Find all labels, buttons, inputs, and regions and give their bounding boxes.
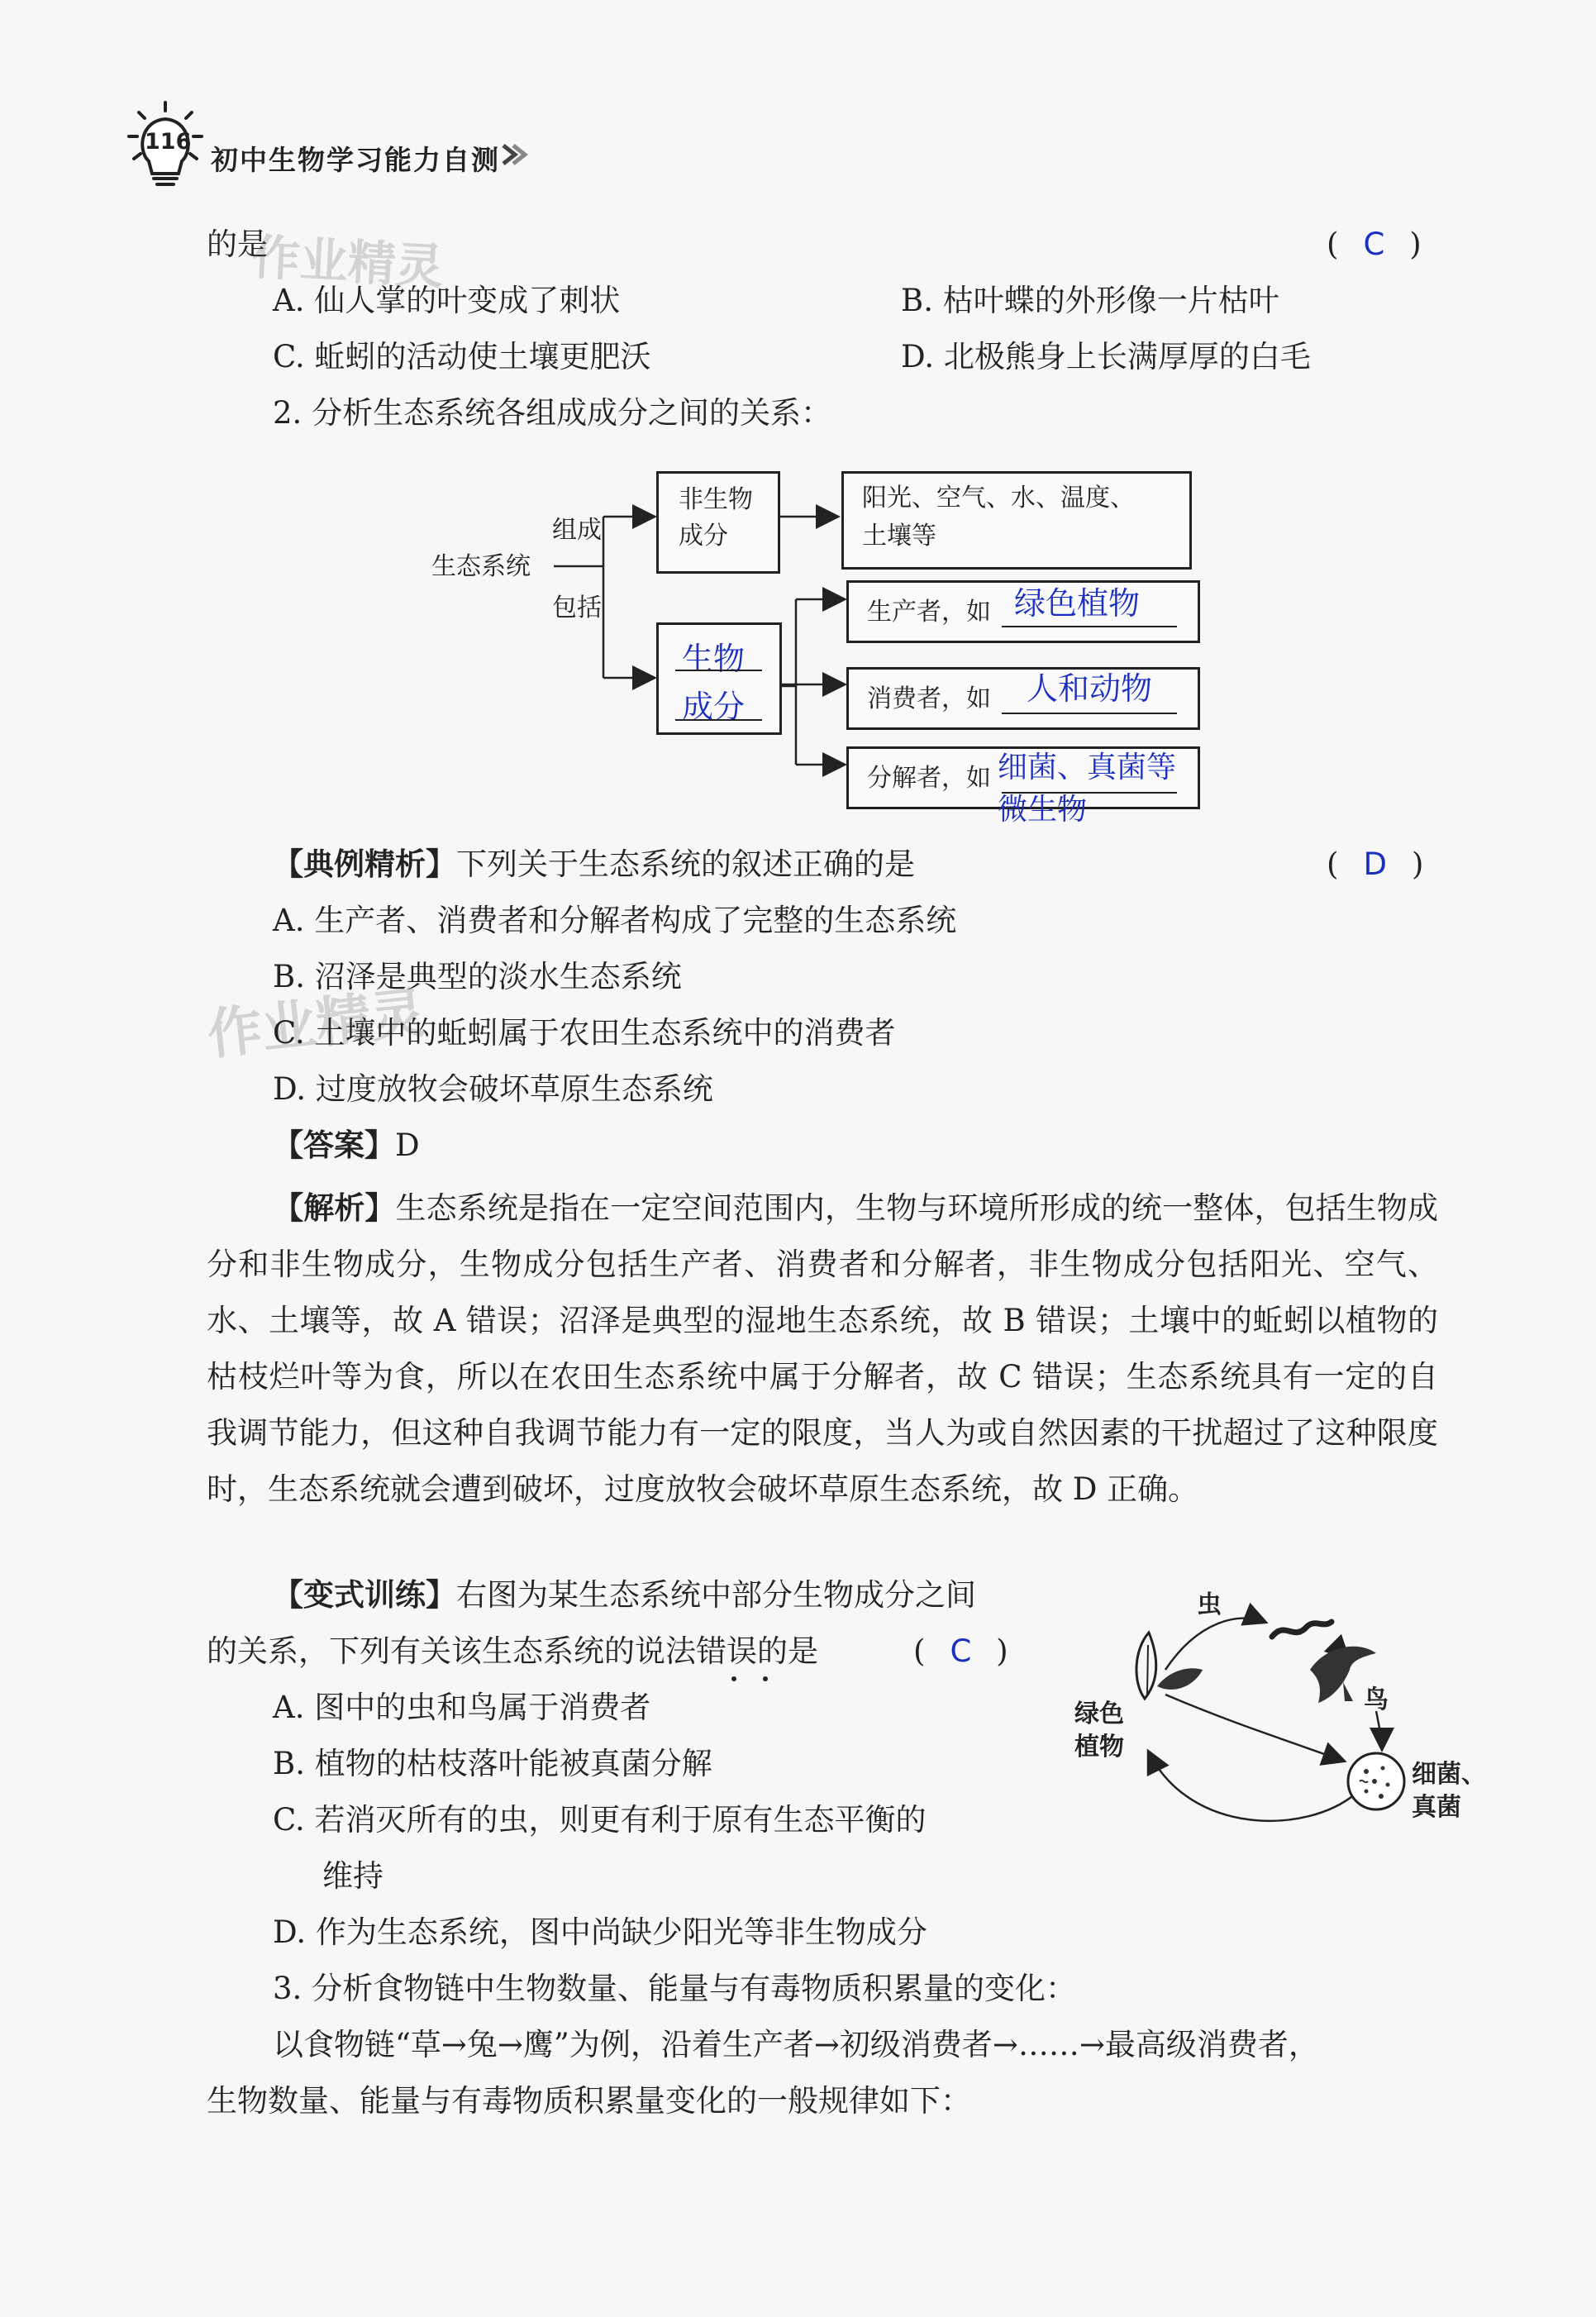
biotic-box <box>656 622 782 735</box>
example-option-b: B. 沼泽是典型的淡水生态系统 <box>273 959 682 994</box>
example-answer-line: 【答案】D <box>273 1128 420 1163</box>
plant-label-2: 植物 <box>1074 1733 1124 1762</box>
biotic-line2: 成分 <box>682 689 746 725</box>
variant-option-b: B. 植物的枯枝落叶能被真菌分解 <box>273 1746 712 1781</box>
variant-tag: 【变式训练】 <box>273 1577 456 1613</box>
section-3-title: 3. 分析食物链中生物数量、能量与有毒物质积累量的变化： <box>273 1971 1077 2006</box>
diagram-label-compose: 组成 <box>552 516 602 545</box>
example-option-a: A. 生产者、消费者和分解者构成了完整的生态系统 <box>273 903 957 938</box>
example-option-c: C. 土壤中的蚯蚓属于农田生态系统中的消费者 <box>273 1015 896 1051</box>
diagram-label-include: 包括 <box>552 594 602 622</box>
ecosystem-diagram <box>413 455 1322 827</box>
variant-answer-bracket: ( C ) <box>913 1633 1008 1669</box>
consumer-box: 消费者，如 人和动物 <box>846 667 1200 730</box>
q1-answer-bracket: ( C ) <box>1327 226 1422 262</box>
section-3-para-2: 生物数量、能量与有毒物质积累量变化的一般规律如下： <box>207 2083 971 2119</box>
header <box>124 99 554 190</box>
microbe-icon <box>1343 1748 1409 1814</box>
variant-option-a: A. 图中的虫和鸟属于消费者 <box>273 1690 651 1725</box>
arrow-right-icon <box>500 142 530 167</box>
emphasis-dots <box>731 1676 781 1683</box>
abiotic-box: 非生物 成分 <box>656 471 780 574</box>
q1-option-a: A. 仙人掌的叶变成了刺状 <box>273 283 621 318</box>
q1-option-d: D. 北极熊身上长满厚厚的白毛 <box>901 339 1311 374</box>
example-option-d: D. 过度放牧会破坏草原生态系统 <box>273 1071 713 1107</box>
decomposer-box: 分解者，如 细菌、真菌等微生物 <box>846 746 1200 809</box>
variant-option-c1: C. 若消灭所有的虫，则更有利于原有生态平衡的 <box>273 1802 927 1838</box>
diagram-root: 生态系统 <box>431 552 531 581</box>
plant-label-1: 绿色 <box>1074 1700 1124 1728</box>
ecosystem-figure <box>1058 1587 1488 1843</box>
watermark-2: 作业精灵 <box>204 980 428 1067</box>
example-analysis: 【解析】生态系统是指在一定空间范围内，生物与环境所形成的统一整体，包括生物成分和非生物成分，生物成分包括生产者、消费者和分解者，非生物成分包括阳光、空气、水、土壤等，故 A 错误；沼泽是典型的湿地生态系统，故 B 错误；土壤中的蚯蚓以植物的枯枝烂叶等为食，所以在农田生态系统中属于分解者，故 C 错误；生态系统具有一定的自我调节能力，但这种自我调节能力有一定的限度，当人为或自然因素的干扰超过了这种限度时，生态系统就会遭到破坏，过度放牧会破坏草原生态系统，故 D 正确。 <box>207 1190 1439 1507</box>
variant-line2: 的关系，下列有关该生态系统的说法错误的是 <box>207 1633 818 1669</box>
q1-answer: C <box>1363 226 1385 262</box>
decomposer-answer: 细菌、真菌等微生物 <box>998 751 1177 827</box>
leaf-icon <box>1124 1624 1215 1715</box>
variant-option-c2: 维持 <box>322 1858 384 1894</box>
q1-option-b: B. 枯叶蝶的外形像一片枯叶 <box>901 283 1279 318</box>
book-title: 初中生物学习能力自测 <box>211 144 500 176</box>
example-question: 【典例精析】下列关于生态系统的叙述正确的是 <box>273 846 915 882</box>
microbe-label-1: 细菌、 <box>1412 1760 1486 1789</box>
watermark: 作业精灵 <box>250 228 445 296</box>
biotic-line1: 生物 <box>682 641 746 677</box>
producer-answer: 绿色植物 <box>1014 585 1141 622</box>
example-answer-bracket: ( D ) <box>1327 846 1424 882</box>
insect-label: 虫 <box>1197 1590 1222 1619</box>
variant-option-d: D. 作为生态系统，图中尚缺少阳光等非生物成分 <box>273 1914 927 1950</box>
consumer-answer: 人和动物 <box>1027 670 1153 707</box>
producer-box: 生产者，如 绿色植物 <box>846 580 1200 643</box>
bird-label: 鸟 <box>1364 1685 1389 1714</box>
microbe-label-2: 真菌 <box>1412 1793 1461 1822</box>
q1-option-c: C. 蚯蚓的活动使土壤更肥沃 <box>273 339 651 374</box>
page-number: 116 <box>145 129 192 155</box>
section-3-para-1: 以食物链“草→兔→鹰”为例，沿着生产者→初级消费者→……→最高级消费者， <box>273 2027 1319 2062</box>
abiotic-items-box: 阳光、空气、水、温度、 土壤等 <box>841 471 1192 570</box>
section-2-title: 2. 分析生态系统各组成成分之间的关系： <box>273 395 832 431</box>
q1-tail: 的是 <box>207 226 268 262</box>
variant-line1: 【变式训练】右图为某生态系统中部分生物成分之间 <box>273 1577 976 1613</box>
variant-answer: C <box>950 1633 972 1669</box>
example-answer: D <box>1363 846 1387 882</box>
example-tag: 【典例精析】 <box>273 846 456 882</box>
